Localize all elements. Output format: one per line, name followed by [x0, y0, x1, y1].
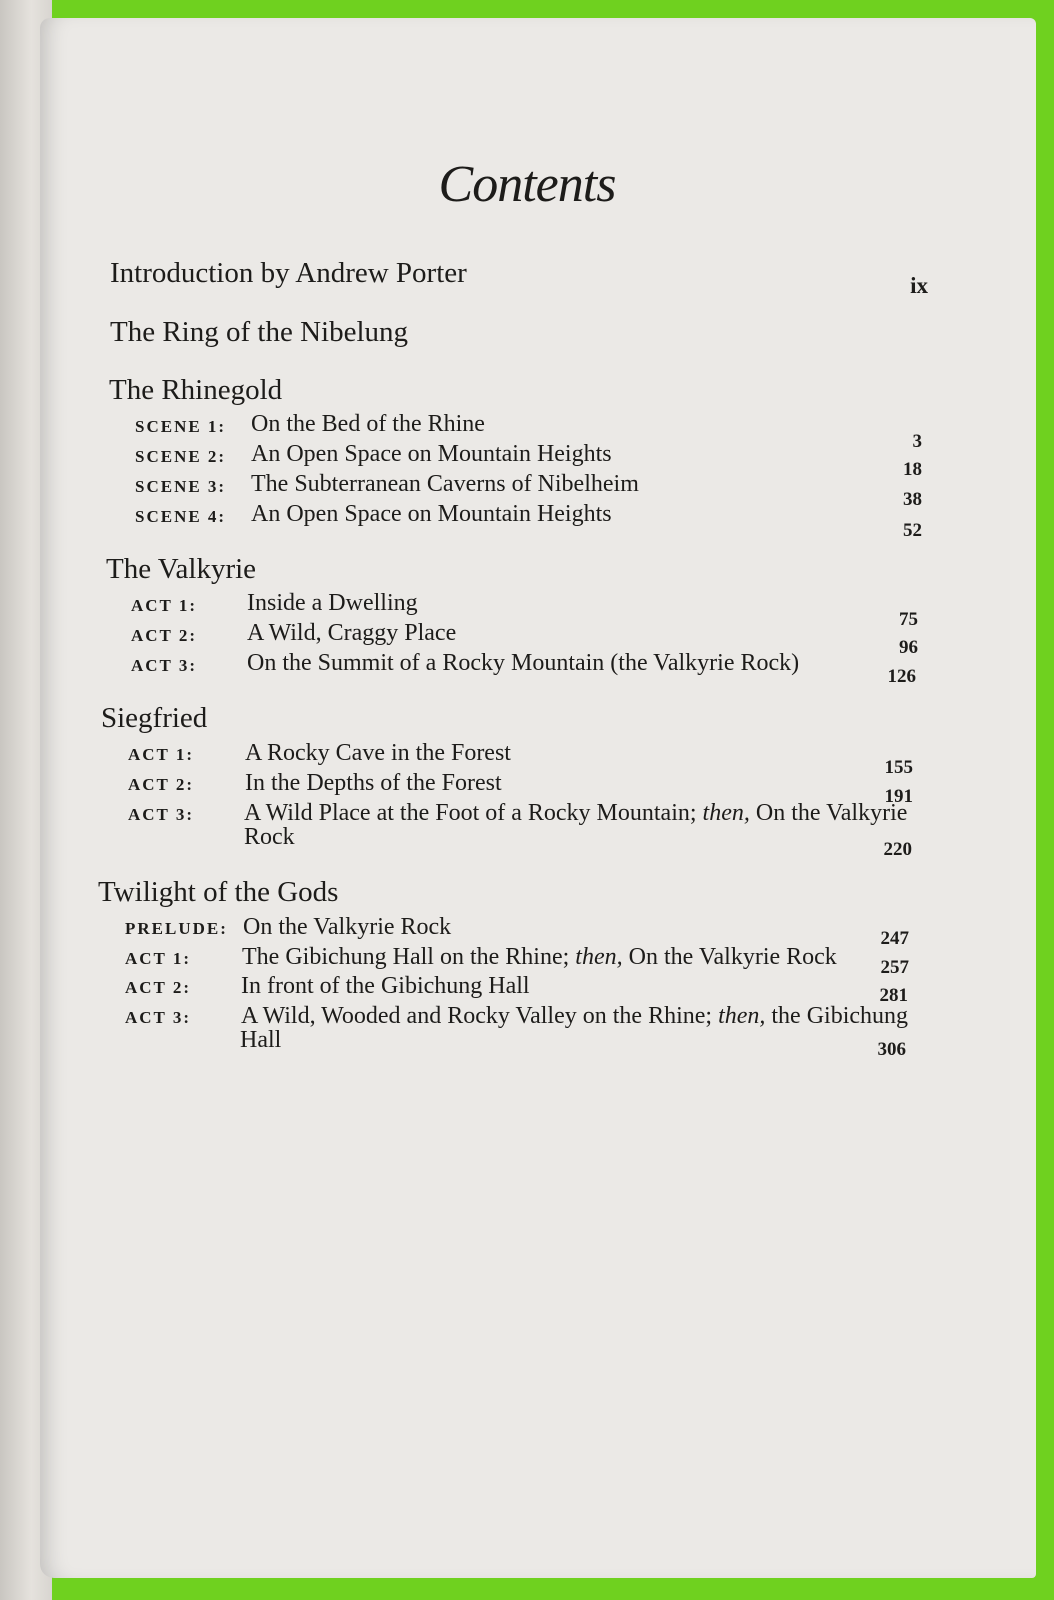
entry-page-number: 306 — [877, 1039, 906, 1060]
act-label: ACT 3: — [131, 656, 197, 675]
entry-page-number: 96 — [899, 637, 918, 658]
entry-text-continuation: Hall — [240, 1027, 282, 1053]
entry-text-part: A Wild, Wooded and Rocky Valley on the Rhine; — [241, 1003, 713, 1029]
entry-text-part: The Gibichung Hall on the Rhine; — [242, 944, 570, 970]
entry-page-number: 75 — [899, 609, 918, 630]
entry-page-number: 220 — [883, 839, 912, 860]
entry-text: An Open Space on Mountain Heights — [251, 441, 612, 467]
entry-text: Inside a Dwelling — [247, 590, 418, 616]
scene-label: SCENE 4: — [135, 507, 227, 526]
entry-text: On the Bed of the Rhine — [251, 411, 485, 437]
entry-text-part: A Wild Place at the Foot of a Rocky Mountain; — [244, 800, 697, 826]
page-title: Contents — [438, 156, 616, 213]
cycle-title: The Ring of the Nibelung — [110, 316, 409, 348]
entry-text — [241, 1003, 908, 1030]
entry-text — [244, 800, 907, 827]
entry-page-number: 191 — [884, 786, 913, 807]
intro-page-number: ix — [910, 273, 928, 298]
prelude-label: PRELUDE: — [125, 919, 228, 938]
act-label: ACT 2: — [125, 978, 191, 997]
act-label: ACT 2: — [128, 775, 194, 794]
entry-page-number: 18 — [903, 459, 922, 480]
entry-text-continuation: Rock — [244, 824, 295, 850]
part-title-rhinegold: The Rhinegold — [109, 374, 283, 406]
scene-label: SCENE 2: — [135, 447, 227, 466]
act-label: ACT 1: — [125, 949, 191, 968]
then-italic: then, — [702, 800, 750, 826]
act-label: ACT 3: — [125, 1008, 191, 1027]
act-label: ACT 1: — [131, 596, 197, 615]
entry-text-part: On the Valkyrie Rock — [628, 944, 837, 970]
entry-text: In the Depths of the Forest — [245, 770, 502, 796]
entry-text: In front of the Gibichung Hall — [241, 973, 530, 999]
scene-label: SCENE 1: — [135, 417, 227, 436]
then-italic: then, — [718, 1003, 766, 1029]
entry-text: On the Valkyrie Rock — [243, 914, 452, 940]
entry-page-number: 281 — [879, 985, 908, 1006]
scene-label: SCENE 3: — [135, 477, 227, 496]
entry-text: A Wild, Craggy Place — [247, 620, 457, 646]
act-label: ACT 3: — [128, 805, 194, 824]
entry-page-number: 3 — [912, 431, 922, 452]
intro-title: Introduction by Andrew Porter — [110, 257, 467, 289]
act-label: ACT 2: — [131, 626, 197, 645]
entry-text: A Rocky Cave in the Forest — [245, 740, 511, 766]
entry-page-number: 126 — [887, 666, 916, 687]
entry-text-part: the Gibichung — [771, 1003, 909, 1029]
then-italic: then, — [575, 944, 623, 970]
entry-text — [242, 944, 837, 971]
part-title-siegfried: Siegfried — [101, 702, 208, 734]
entry-page-number: 155 — [884, 757, 913, 778]
part-title-valkyrie: The Valkyrie — [106, 553, 257, 585]
entry-text-part: On the Valkyrie — [755, 800, 908, 826]
entry-page-number: 38 — [903, 489, 922, 510]
entry-page-number: 52 — [903, 520, 922, 541]
entry-page-number: 257 — [880, 957, 909, 978]
part-title-twilight: Twilight of the Gods — [98, 876, 339, 908]
entry-text: On the Summit of a Rocky Mountain (the Valkyrie Rock) — [247, 650, 800, 676]
entry-text: An Open Space on Mountain Heights — [251, 501, 612, 527]
act-label: ACT 1: — [128, 745, 194, 764]
entry-text: The Subterranean Caverns of Nibelheim — [251, 471, 639, 497]
entry-page-number: 247 — [880, 928, 909, 949]
